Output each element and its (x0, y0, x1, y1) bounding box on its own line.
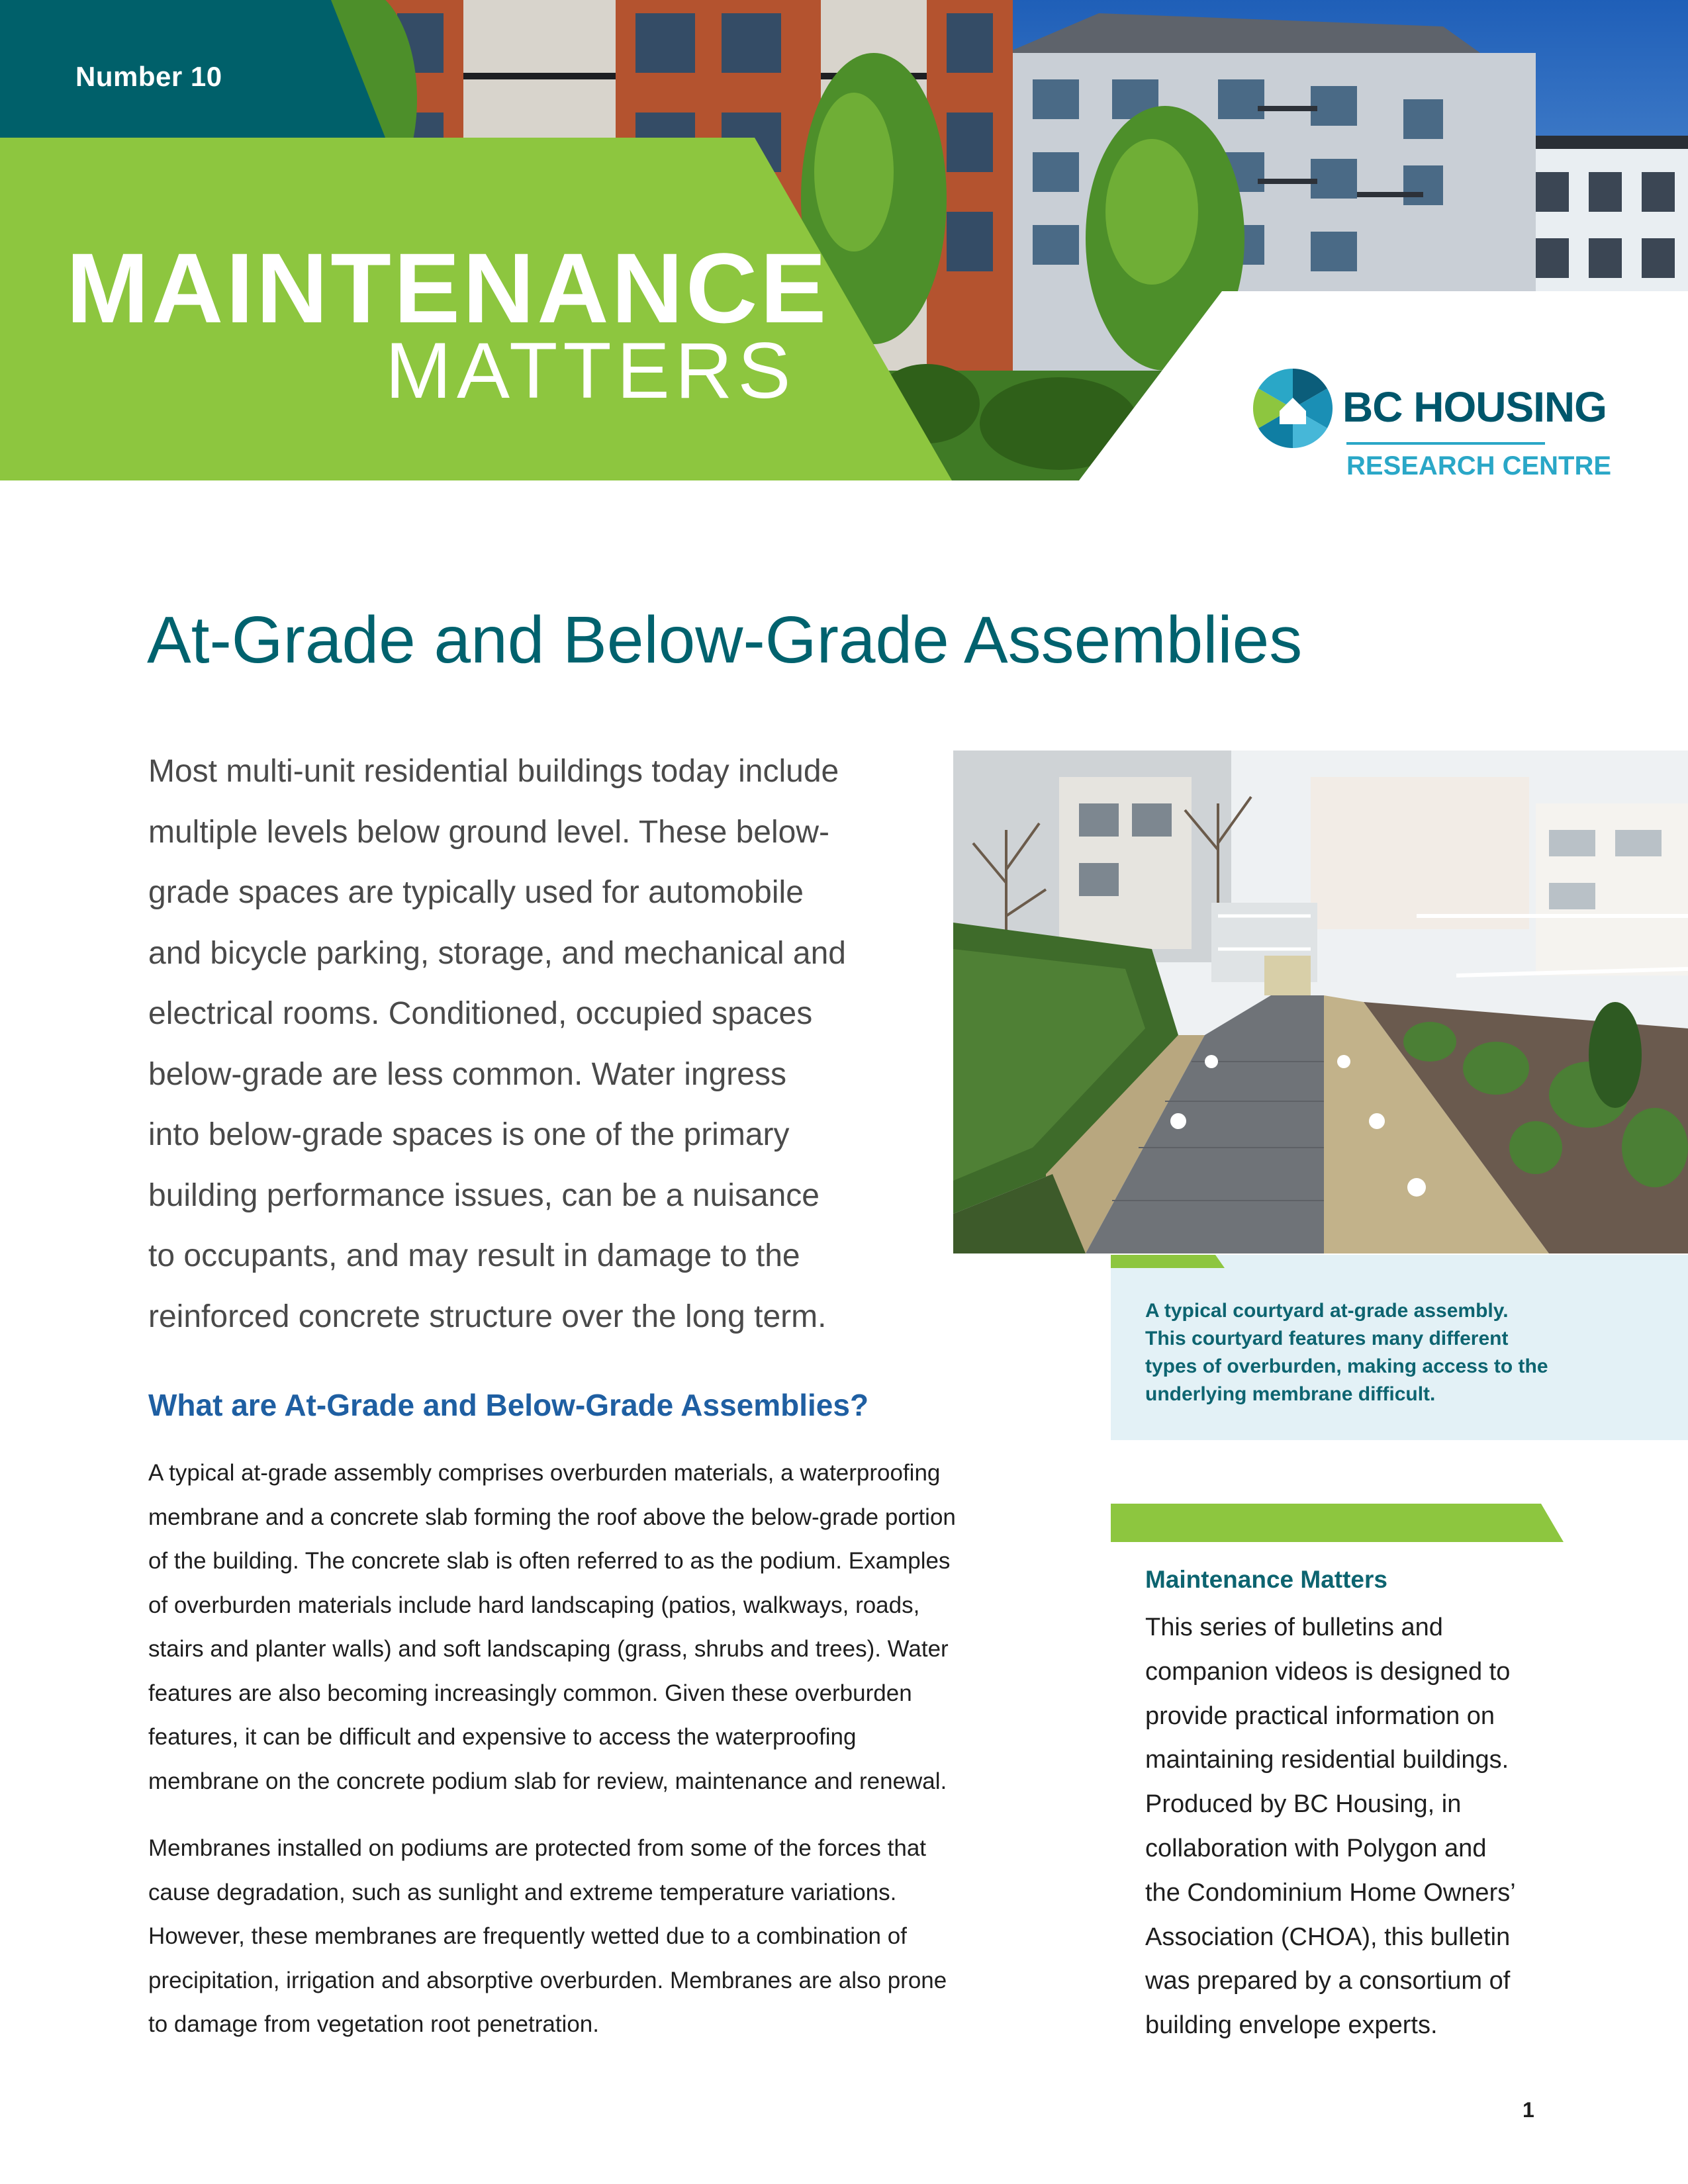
intro-line: multiple levels below ground level. These below- (148, 814, 829, 850)
header-banner (0, 0, 1688, 480)
body-line: precipitation, irrigation and absorptive overburden. Membranes are also prone (148, 1967, 947, 1993)
sidebar-line: Produced by BC Housing, in (1145, 1790, 1462, 1819)
body-line: Membranes installed on podiums are protected from some of the forces that (148, 1835, 927, 1861)
intro-line: to occupants, and may result in damage to the (148, 1238, 800, 1273)
bc-housing-logo (1250, 365, 1620, 484)
body-line: A typical at-grade assembly comprises overburden materials, a waterproofing (148, 1460, 941, 1486)
body-paragraph-2 (148, 1827, 1062, 2047)
sidebar-line: This series of bulletins and (1145, 1614, 1443, 1641)
sidebar-line: collaboration with Polygon and (1145, 1834, 1487, 1862)
body-line: of the building. The concrete slab is often referred to as the podium. Examples (148, 1548, 951, 1574)
house-icon (1250, 365, 1336, 451)
logo-name: BC HOUSING (1342, 383, 1607, 431)
caption-line: underlying membrane difficult. (1145, 1383, 1436, 1405)
photo-caption (1145, 1297, 1662, 1408)
section-heading: What are At-Grade and Below-Grade Assemblies? (148, 1388, 869, 1422)
sidebar-line: provide practical information on (1145, 1702, 1495, 1730)
caption-accent (1111, 1255, 1230, 1268)
sidebar-accent-bar (1111, 1504, 1574, 1543)
courtyard-image (953, 751, 1688, 1253)
intro-line: and bicycle parking, storage, and mechanical and (148, 935, 846, 971)
intro-line: electrical rooms. Conditioned, occupied spaces (148, 996, 813, 1031)
body-line: to damage from vegetation root penetration. (148, 2011, 599, 2037)
body-line: features are also becoming increasingly common. Given these overburden (148, 1680, 912, 1706)
intro-line: below-grade are less common. Water ingress (148, 1056, 786, 1092)
body-line: However, these membranes are frequently wetted due to a combination of (148, 1923, 907, 1949)
body-line: membrane on the concrete podium slab for review, maintenance and renewal. (148, 1768, 947, 1794)
body-line: membrane and a concrete slab forming the roof above the below-grade portion (148, 1504, 956, 1530)
caption-line: A typical courtyard at-grade assembly. (1145, 1300, 1509, 1322)
series-title-maintenance: MAINTENANCE (66, 232, 829, 343)
intro-paragraph (148, 741, 916, 1347)
sidebar-line: companion videos is designed to (1145, 1657, 1511, 1686)
body-line: cause degradation, such as sunlight and extreme temperature variations. (148, 1879, 897, 1905)
sidebar-line: the Condominium Home Owners’ (1145, 1878, 1516, 1907)
series-title-matters: MATTERS (385, 326, 796, 415)
logo-divider (1346, 442, 1545, 445)
caption-line: This courtyard features many different (1145, 1328, 1509, 1349)
caption-line: types of overburden, making access to the (1145, 1355, 1548, 1377)
body-line: features, it can be difficult and expensive to access the waterproofing (148, 1724, 857, 1750)
sidebar-heading: Maintenance Matters (1145, 1566, 1387, 1593)
intro-line: grade spaces are typically used for automobile (148, 875, 804, 910)
intro-line: reinforced concrete structure over the long term. (148, 1298, 827, 1334)
body-paragraph-1 (148, 1451, 1062, 1803)
issue-number: Number 10 (75, 61, 222, 92)
sidebar-line: building envelope experts. (1145, 2011, 1438, 2040)
sidebar-line: was prepared by a consortium of (1145, 1967, 1511, 1995)
intro-line: Most multi-unit residential buildings today include (148, 754, 839, 789)
page-number: 1 (1523, 2098, 1534, 2122)
logo-subtitle: RESEARCH CENTRE (1346, 451, 1612, 480)
sidebar-line: maintaining residential buildings. (1145, 1746, 1509, 1774)
intro-line: building performance issues, can be a nuisance (148, 1177, 820, 1213)
body-line: stairs and planter walls) and soft landscaping (grass, shrubs and trees). Water (148, 1636, 949, 1662)
body-line: of overburden materials include hard landscaping (patios, walkways, roads, (148, 1592, 920, 1618)
sidebar-line: Association (CHOA), this bulletin (1145, 1923, 1511, 1951)
courtyard-photo (953, 751, 1688, 1253)
sidebar-text (1145, 1606, 1662, 2048)
intro-line: into below-grade spaces is one of the primary (148, 1117, 790, 1152)
page-title: At-Grade and Below-Grade Assemblies (147, 603, 1303, 677)
